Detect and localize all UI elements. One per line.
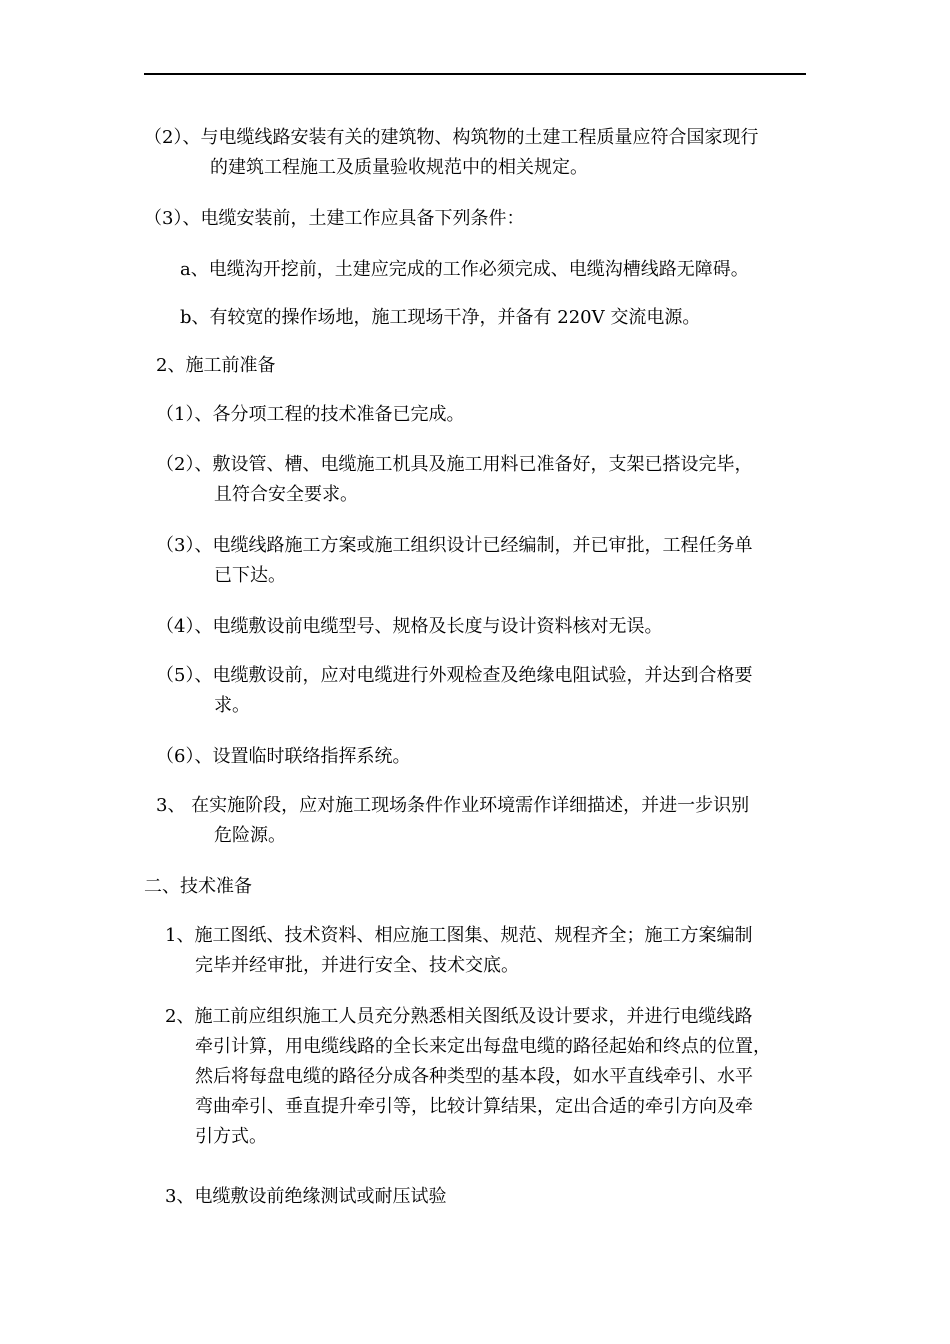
paragraph-line: 求。 bbox=[214, 695, 250, 716]
paragraph-line: （4）、电缆敷设前电缆型号、规格及长度与设计资料核对无误。 bbox=[156, 616, 663, 637]
section-2-heading bbox=[156, 351, 275, 381]
paragraph-4-cable-check bbox=[156, 612, 662, 642]
paragraph-line: （5）、电缆敷设前，应对电缆进行外观检查及绝缘电阻试验，并达到合格要 bbox=[156, 665, 753, 686]
paragraph-line: 3、 在实施阶段，应对施工现场条件作业环境需作详细描述，并进一步识别 bbox=[156, 795, 750, 816]
paragraph-line: （2）、敷设管、槽、电缆施工机具及施工用料已准备好，支架已搭设完毕， bbox=[156, 454, 753, 475]
paragraph-3-plan bbox=[156, 531, 752, 591]
paragraph-2-equipment bbox=[156, 450, 752, 510]
paragraph-line: 的建筑工程施工及质量验收规范中的相关规定。 bbox=[210, 157, 588, 178]
paragraph-line: （2）、与电缆线路安装有关的建筑物、构筑物的土建工程质量应符合国家现行 bbox=[144, 127, 759, 148]
section-heading: 2、施工前准备 bbox=[156, 355, 276, 376]
paragraph-line: a、电缆沟开挖前，土建应完成的工作必须完成、电缆沟槽线路无障碍。 bbox=[180, 259, 749, 280]
paragraph-line: 2、施工前应组织施工人员充分熟悉相关图纸及设计要求，并进行电缆线路 bbox=[165, 1006, 753, 1027]
section-3-implementation bbox=[156, 791, 749, 851]
paragraph-line: 已下达。 bbox=[214, 565, 286, 586]
paragraph-line: （1）、各分项工程的技术准备已完成。 bbox=[156, 404, 465, 425]
paragraph-2-building-quality bbox=[144, 123, 758, 183]
paragraph-line: 且符合安全要求。 bbox=[214, 484, 358, 505]
paragraph-line: b、有较宽的操作场地，施工现场干净，并备有 220V 交流电源。 bbox=[180, 307, 701, 328]
item-1-drawings bbox=[165, 921, 752, 981]
paragraph-line: 牵引计算，用电缆线路的全长来定出每盘电缆的路径起始和终点的位置， bbox=[195, 1036, 771, 1057]
paragraph-line: 然后将每盘电缆的路径分成各种类型的基本段，如水平直线牵引、水平 bbox=[195, 1066, 753, 1087]
paragraph-1-tech-ready bbox=[156, 400, 464, 430]
paragraph-line: （6）、设置临时联络指挥系统。 bbox=[156, 746, 411, 767]
paragraph-line: 3、电缆敷设前绝缘测试或耐压试验 bbox=[165, 1186, 447, 1207]
paragraph-line: 引方式。 bbox=[195, 1126, 267, 1147]
paragraph-line: （3）、电缆线路施工方案或施工组织设计已经编制，并已审批，工程任务单 bbox=[156, 535, 753, 556]
paragraph-line: 危险源。 bbox=[214, 825, 286, 846]
paragraph-line: 完毕并经审批，并进行安全、技术交底。 bbox=[195, 955, 519, 976]
item-a-trench bbox=[180, 255, 749, 285]
paragraph-line: 弯曲牵引、垂直提升牵引等，比较计算结果，定出合适的牵引方向及牵 bbox=[195, 1096, 753, 1117]
item-3-insulation-test bbox=[165, 1182, 446, 1212]
item-2-traction-calc bbox=[165, 1002, 771, 1152]
paragraph-6-command bbox=[156, 742, 410, 772]
paragraph-5-insulation bbox=[156, 661, 752, 721]
item-b-site bbox=[180, 303, 700, 333]
paragraph-line: （3）、电缆安装前，土建工作应具备下列条件： bbox=[144, 208, 525, 229]
chapter-heading: 二、技术准备 bbox=[144, 876, 252, 897]
header-rule bbox=[144, 73, 806, 75]
paragraph-3-conditions bbox=[144, 204, 524, 234]
chapter-2-heading bbox=[144, 872, 252, 902]
paragraph-line: 1、施工图纸、技术资料、相应施工图集、规范、规程齐全；施工方案编制 bbox=[165, 925, 753, 946]
